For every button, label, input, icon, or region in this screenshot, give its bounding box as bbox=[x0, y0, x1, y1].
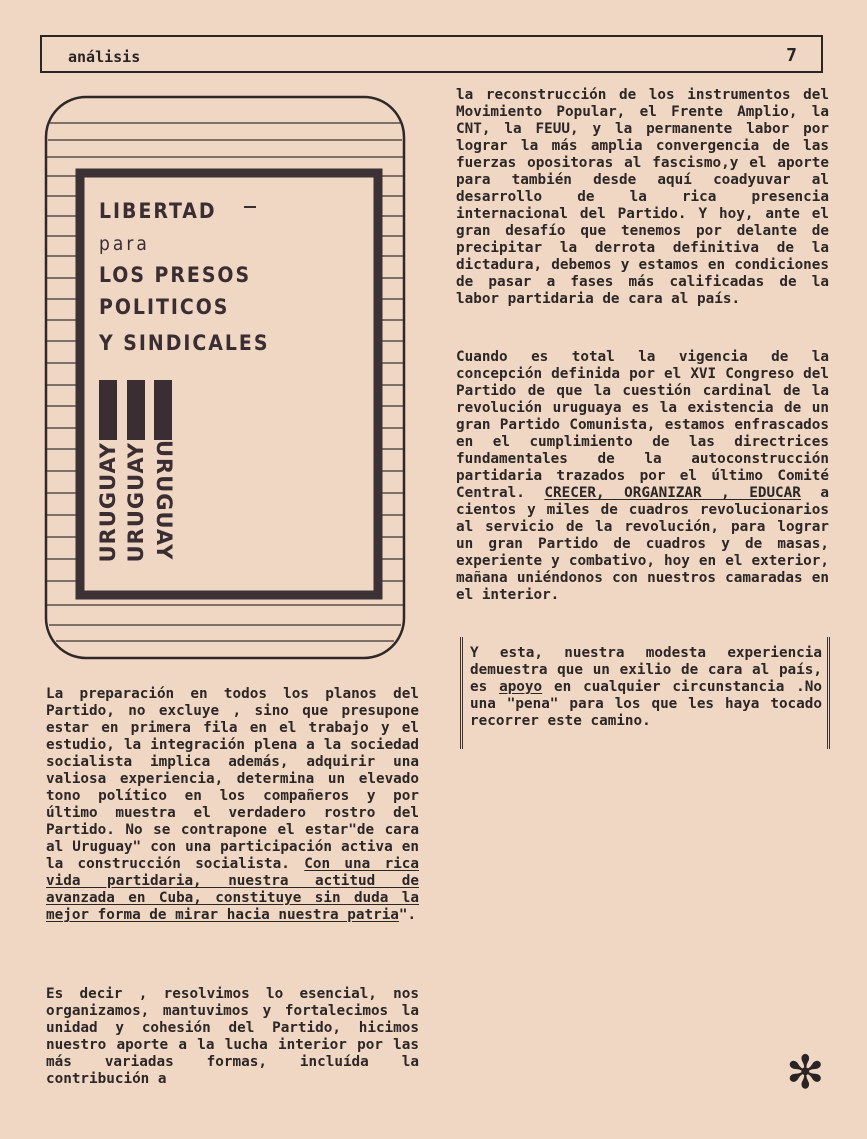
poster-illustration bbox=[44, 95, 406, 660]
left-p2-text: Es decir , resolvimos lo esencial, nos organizamos, mantuvimos y fortalecimos la unidad y cohesión del Partido, hicimos nuestro aporte a la lucha interior por las más variadas formas, incluída la contribución a bbox=[46, 986, 419, 1087]
right-p2-text: Cuando es total la vigencia de la concepción definida por el XVI Congreso del Partido de que la cuestión cardinal de la revolución uruguaya es la existencia de un gran Partido Comunista, estamos enfrascados en el cumplimiento de las directrices fundamentales de la autoconstrucción partidaria trazados por el último Comité Central. bbox=[456, 349, 829, 501]
left-paragraph-1 bbox=[46, 686, 419, 924]
poster-frame bbox=[44, 95, 406, 660]
poster-uruguay-3: URUGUAY bbox=[152, 440, 176, 561]
quote-text-start: Y esta, nuestra modesta experiencia demuestra que un exilio de cara al país, es bbox=[470, 645, 822, 695]
section-label: análisis bbox=[68, 48, 141, 66]
left-p1-text: La preparación en todos los planos del Partido, no excluye , sino que presupone estar en primera fila en el trabajo y el estudio, la integración plena a la sociedad socialista implica además, adquirir una valiosa experiencia, determina un elevado tono político en los compañeros y por último muestra el verdadero rostro del Partido. No se contrapone el estar"de cara al Uruguay" con una participación activa en la construcción socialista. bbox=[46, 686, 419, 872]
right-p2-underlined: CRECER, ORGANIZAR , EDUCAR bbox=[544, 485, 801, 501]
poster-line-libertad: LIBERTAD bbox=[99, 199, 217, 223]
poster-uruguay-2: URUGUAY bbox=[124, 442, 148, 563]
right-p1-text: la reconstrucción de los instrumentos del Movimiento Popular, el Frente Amplio, la CNT, la FEUU, y la permanente labor por lograr la más amplia convergencia de las fuerzas opositoras al fascismo,y el aporte para también desde aquí coadyuvar al desarrollo de la rica presencia internacional del Partido. Y hoy, ante el gran desafío que tenemos por delante de precipitar la derrota definitiva de la dictadura, debemos y estamos en condiciones de pasar a fases más calificadas de la labor partidaria de cara al país. bbox=[456, 87, 829, 307]
quote-text-end: en cualquier circunstancia .No una "pena" para los que les haya tocado recorrer este camino. bbox=[470, 679, 823, 729]
page-number: 7 bbox=[786, 45, 797, 66]
right-paragraph-2 bbox=[456, 349, 829, 604]
poster-line-politicos: POLITICOS bbox=[99, 295, 230, 319]
poster-line-sindicales: Y SINDICALES bbox=[99, 331, 270, 355]
poster-line-para: para bbox=[99, 233, 150, 255]
right-paragraph-1 bbox=[456, 87, 829, 308]
quote-paragraph bbox=[470, 645, 822, 730]
poster-uruguay-1: URUGUAY bbox=[96, 442, 120, 563]
right-p2-end: a cientos y miles de cuadros revolucionarios al servicio de la revolución, para lograr un gran Partido de cuadros y de masas, experiente y combativo, hoy en el exterior, mañana uniéndonos con nuestros camaradas en el interior. bbox=[456, 485, 830, 603]
quote-underlined: apoyo bbox=[499, 679, 543, 695]
asterisk-ornament-icon: ✻ bbox=[786, 1045, 825, 1099]
poster-line-los-presos: LOS PRESOS bbox=[99, 263, 252, 287]
left-p1-end: ". bbox=[398, 907, 417, 923]
left-p1-underlined: Con una rica vida partidaria, nuestra actitud de avanzada en Cuba, constituye sin duda la mejor forma de mirar hacia nuestra patria bbox=[46, 856, 420, 923]
left-paragraph-2 bbox=[46, 986, 419, 1088]
header-box bbox=[40, 35, 823, 73]
